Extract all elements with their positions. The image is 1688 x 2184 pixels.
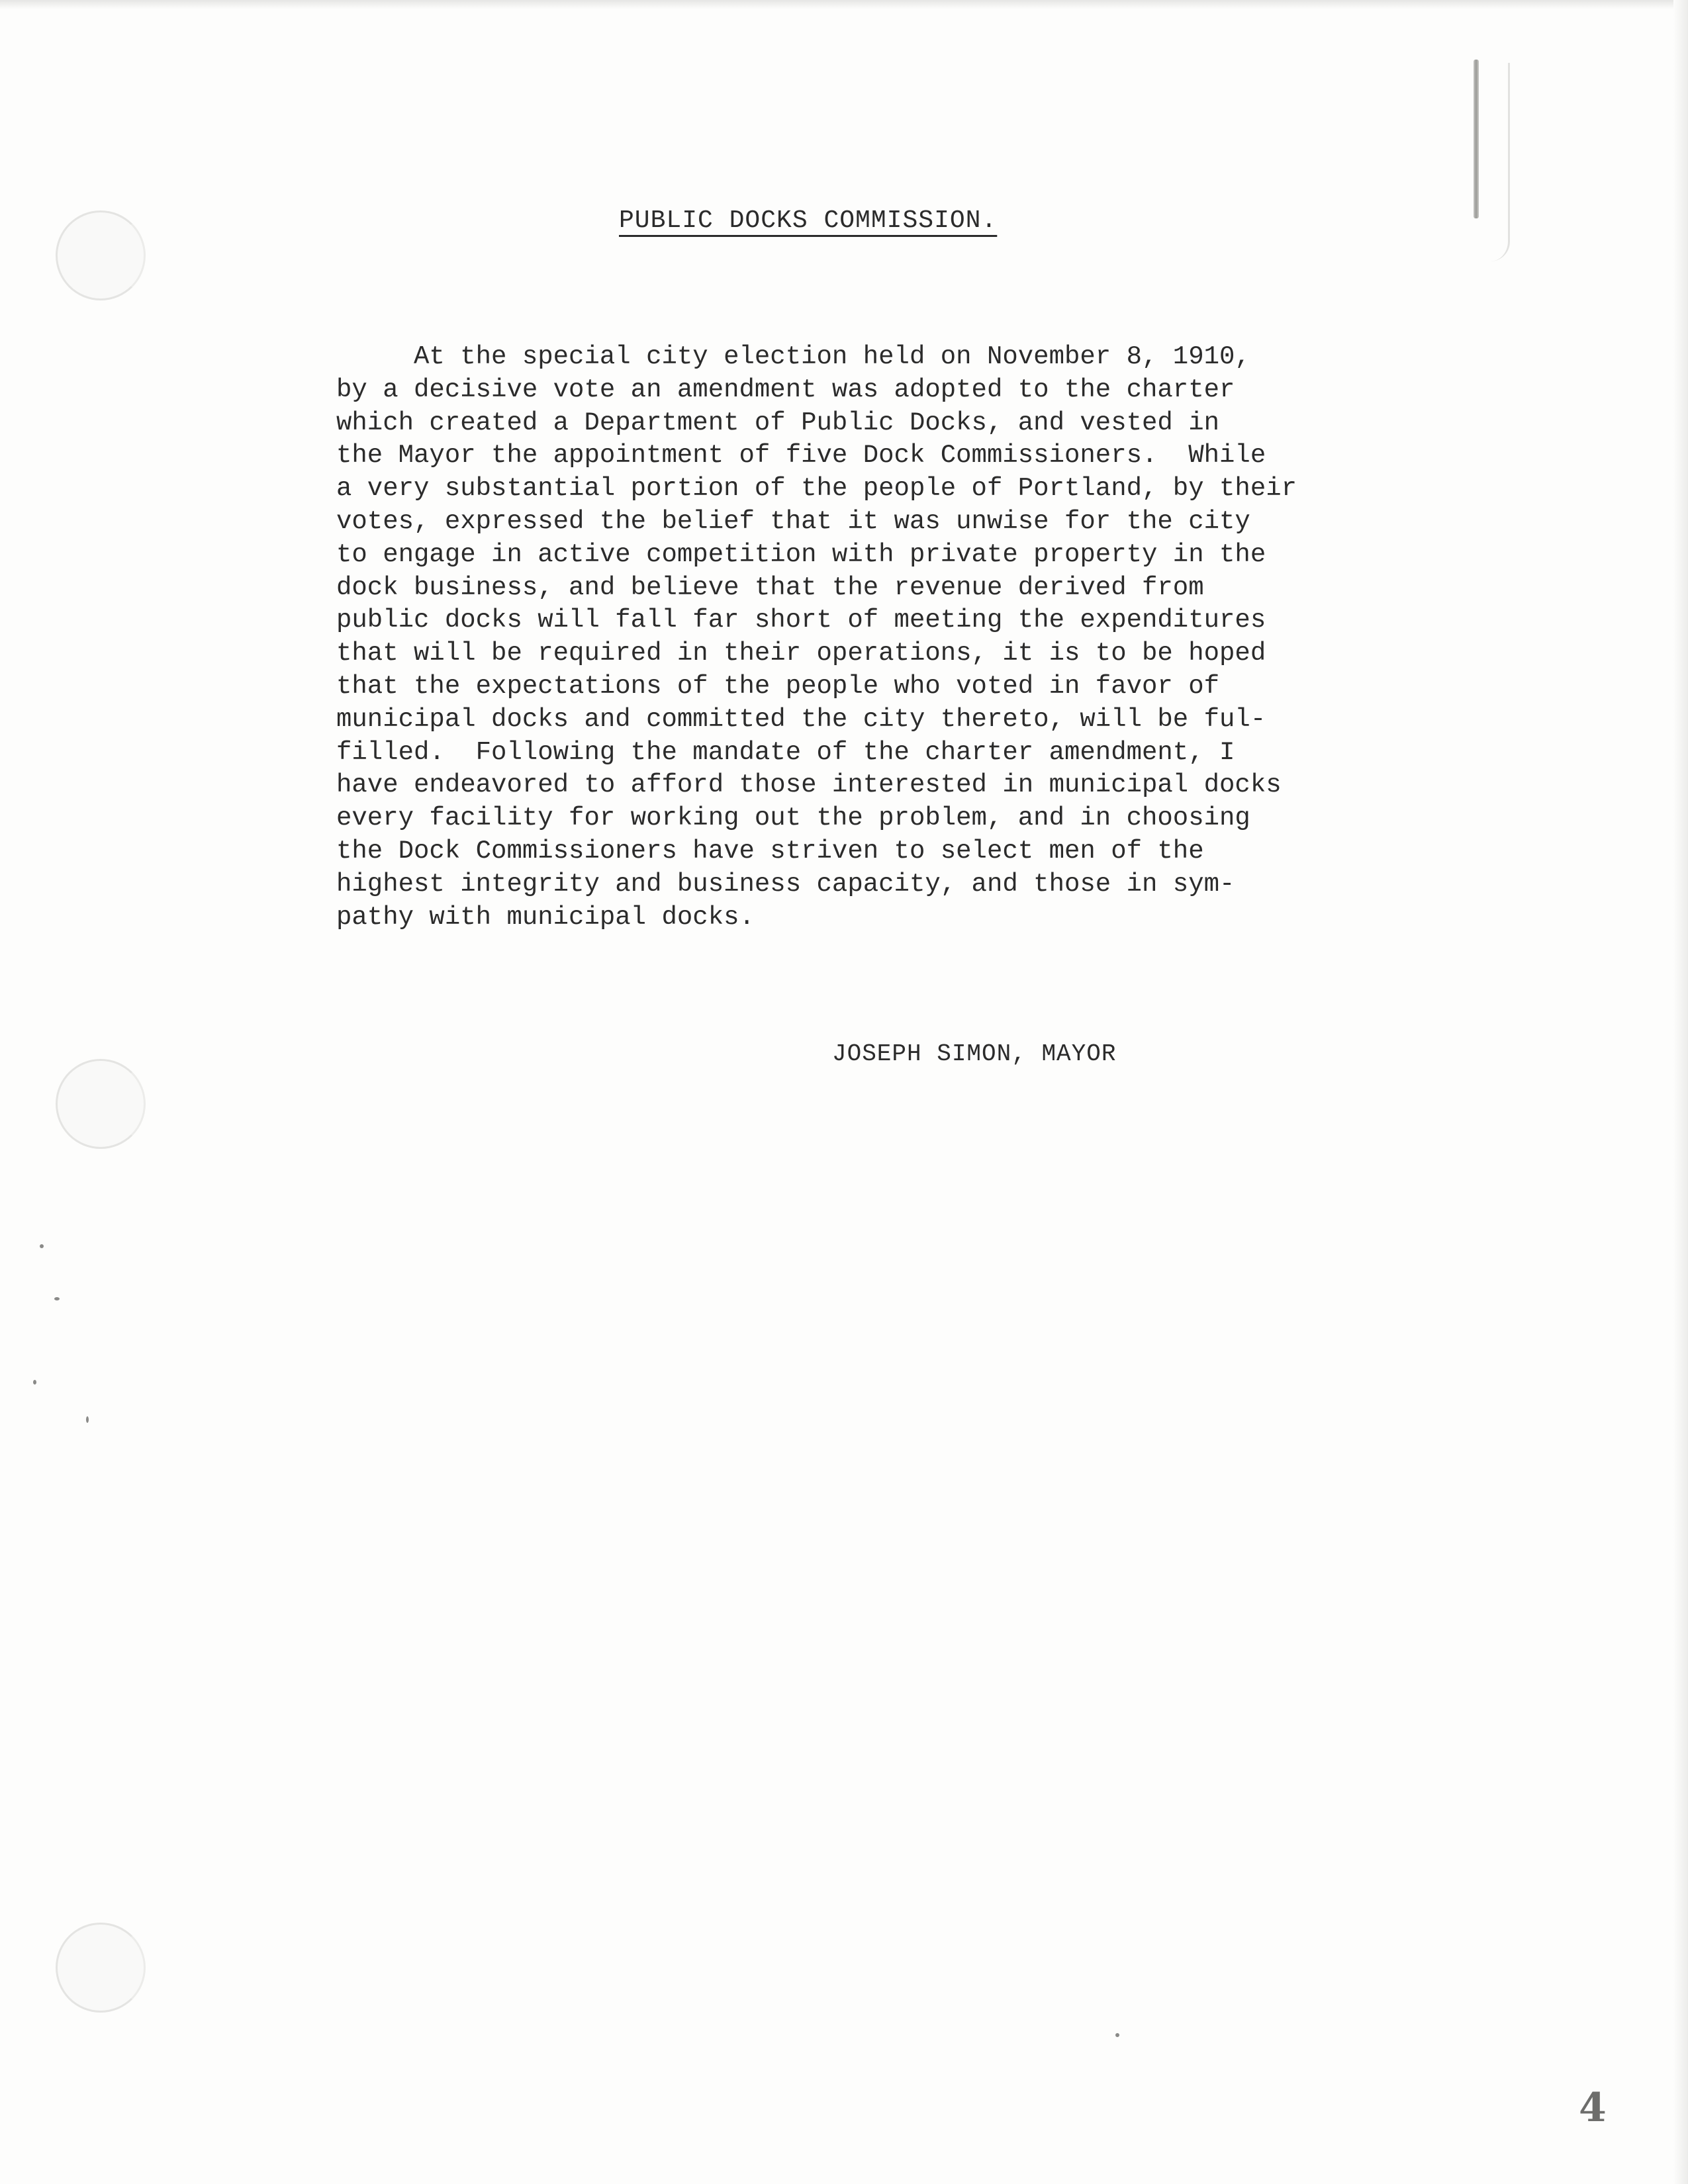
- page-right-edge: [1673, 0, 1688, 2184]
- body-line: highest integrity and business capacity, and those in sym-: [336, 869, 1235, 899]
- page-title: PUBLIC DOCKS COMMISSION.: [619, 206, 998, 235]
- staple-shadow: [1481, 63, 1510, 261]
- body-line: have endeavored to afford those interested in municipal docks: [336, 770, 1282, 800]
- margin-speck: [40, 1244, 44, 1248]
- body-line: votes, expressed the belief that it was unwise for the city: [336, 506, 1250, 536]
- body-line: that the expectations of the people who voted in favor of: [336, 671, 1220, 701]
- margin-speck: [86, 1416, 89, 1423]
- body-paragraph: [336, 341, 1395, 934]
- body-line: the Mayor the appointment of five Dock Commissioners. While: [336, 441, 1266, 471]
- body-line: a very substantial portion of the people of Portland, by their: [336, 474, 1297, 504]
- body-line: by a decisive vote an amendment was adopted to the charter: [336, 375, 1235, 404]
- page-top-edge: [0, 0, 1688, 9]
- body-line: municipal docks and committed the city thereto, will be ful-: [336, 704, 1266, 734]
- signature-line: JOSEPH SIMON, MAYOR: [832, 1040, 1117, 1068]
- binder-hole-middle: [56, 1059, 146, 1149]
- binder-hole-top: [56, 210, 146, 300]
- body-line: At the special city election held on November 8, 1910,: [336, 342, 1250, 371]
- body-line: public docks will fall far short of meeting the expenditures: [336, 606, 1266, 635]
- body-line: every facility for working out the problem, and in choosing: [336, 803, 1250, 833]
- margin-speck: [54, 1297, 60, 1300]
- body-line: that will be required in their operations, it is to be hoped: [336, 639, 1266, 668]
- body-line: to engage in active competition with private property in the: [336, 539, 1266, 569]
- staple-mark: [1474, 60, 1479, 218]
- page-number: 4: [1579, 2085, 1607, 2131]
- body-line: filled. Following the mandate of the charter amendment, I: [336, 737, 1235, 767]
- margin-speck: [1115, 2033, 1119, 2037]
- margin-speck: [33, 1380, 36, 1385]
- body-line: which created a Department of Public Docks, and vested in: [336, 408, 1220, 437]
- body-line: the Dock Commissioners have striven to select men of the: [336, 836, 1204, 866]
- binder-hole-bottom: [56, 1923, 146, 2013]
- body-line: pathy with municipal docks.: [336, 902, 755, 932]
- body-line: dock business, and believe that the revenue derived from: [336, 572, 1204, 602]
